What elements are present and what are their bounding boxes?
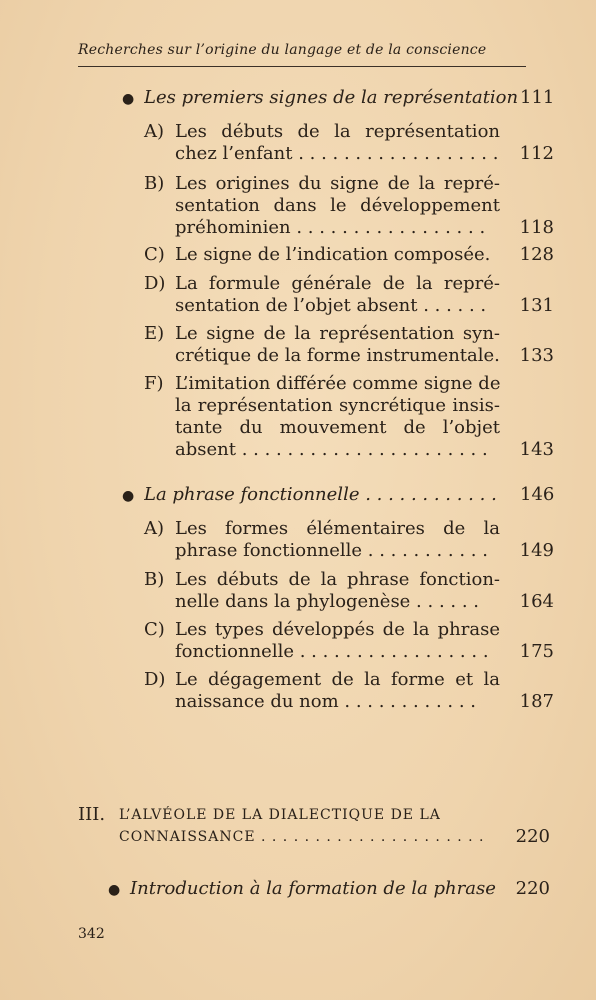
part-number: III. (78, 804, 106, 825)
entry-line: crétique de la forme instrumentale. (175, 345, 500, 366)
entry-letter: A) (144, 518, 165, 539)
entry-line: nelle dans la phylogenèse . . . . . . (175, 591, 479, 612)
section-heading-representation (122, 87, 554, 110)
entry-page-number: 187 (519, 691, 554, 712)
entry-page-number: 149 (519, 540, 554, 561)
section-page-number: 111 (520, 87, 555, 108)
entry-line: La formule générale de la repré- (175, 273, 500, 294)
entry-page-number: 175 (519, 641, 554, 662)
part-title-line: L’ALVÉOLE DE LA DIALECTIQUE DE LA (119, 807, 441, 823)
toc-entry (144, 569, 554, 613)
entry-letter: C) (144, 619, 165, 640)
bullet-icon: ● (108, 882, 121, 898)
toc-entry (144, 173, 554, 239)
toc-entry (144, 518, 554, 562)
bullet-icon: ● (122, 91, 135, 107)
entry-line: préhominien . . . . . . . . . . . . . . . . . (175, 217, 486, 238)
intro-page-number: 220 (515, 878, 550, 899)
entry-line: Les types développés de la phrase (175, 619, 500, 640)
entry-line: sentation de l’objet absent . . . . . . (175, 295, 487, 316)
entry-line: tante du mouvement de l’objet (175, 417, 500, 438)
entry-line: Les débuts de la phrase fonction- (175, 569, 500, 590)
entry-line: chez l’enfant . . . . . . . . . . . . . . . . . . (175, 143, 499, 164)
entry-line: Les formes élémentaires de la (175, 518, 500, 539)
entry-letter: D) (144, 669, 166, 690)
entry-line: Le signe de la représentation syn- (175, 323, 500, 344)
entry-page-number: 133 (519, 345, 554, 366)
toc-entry (144, 619, 554, 663)
entry-letter: B) (144, 569, 165, 590)
entry-line: Les origines du signe de la repré- (175, 173, 500, 194)
toc-entry (144, 323, 554, 367)
bullet-icon: ● (122, 488, 135, 504)
entry-page-number: 143 (519, 439, 554, 460)
toc-entry (144, 121, 554, 165)
entry-page-number: 112 (519, 143, 554, 164)
entry-line: Les débuts de la représentation (175, 121, 500, 142)
part-page-number: 220 (515, 826, 550, 847)
entry-line: sentation dans le développement (175, 195, 500, 216)
entry-letter: F) (144, 373, 164, 394)
header-rule (78, 66, 526, 67)
part-heading (78, 804, 554, 848)
entry-line: fonctionnelle . . . . . . . . . . . . . . . . . (175, 641, 489, 662)
entry-line: Le signe de l’indication composée. (175, 244, 491, 265)
entry-letter: A) (144, 121, 165, 142)
entry-line: la représentation syncrétique insis- (175, 395, 500, 416)
intro-heading (108, 878, 550, 901)
intro-title: Introduction à la formation de la phrase (130, 878, 496, 899)
entry-page-number: 164 (519, 591, 554, 612)
entry-line: Le dégagement de la forme et la (175, 669, 500, 690)
toc-entry (144, 273, 554, 317)
entry-page-number: 118 (519, 217, 554, 238)
entry-line: phrase fonctionnelle . . . . . . . . . . . (175, 540, 488, 561)
section-title: La phrase fonctionnelle . . . . . . . . . . . . (144, 484, 497, 505)
toc-entry (144, 373, 554, 461)
entry-line: naissance du nom . . . . . . . . . . . . (175, 691, 476, 712)
entry-page-number: 131 (519, 295, 554, 316)
section-title: Les premiers signes de la représentation (144, 87, 519, 108)
section-heading-phrase-fonctionnelle (122, 484, 554, 507)
folio-page-number: 342 (78, 926, 105, 942)
entry-page-number: 128 (519, 244, 554, 265)
entry-line: absent . . . . . . . . . . . . . . . . . . . . . . (175, 439, 488, 460)
entry-letter: D) (144, 273, 166, 294)
toc-entry (144, 669, 554, 713)
entry-letter: E) (144, 323, 165, 344)
toc-entry (144, 244, 554, 266)
entry-letter: B) (144, 173, 165, 194)
entry-letter: C) (144, 244, 165, 265)
entry-line: L’imitation différée comme signe de (175, 373, 500, 394)
section-page-number: 146 (520, 484, 555, 505)
running-header: Recherches sur l’origine du langage et de la conscience (78, 42, 487, 58)
part-title-line: CONNAISSANCE . . . . . . . . . . . . . . . . . . . . . (119, 829, 485, 845)
